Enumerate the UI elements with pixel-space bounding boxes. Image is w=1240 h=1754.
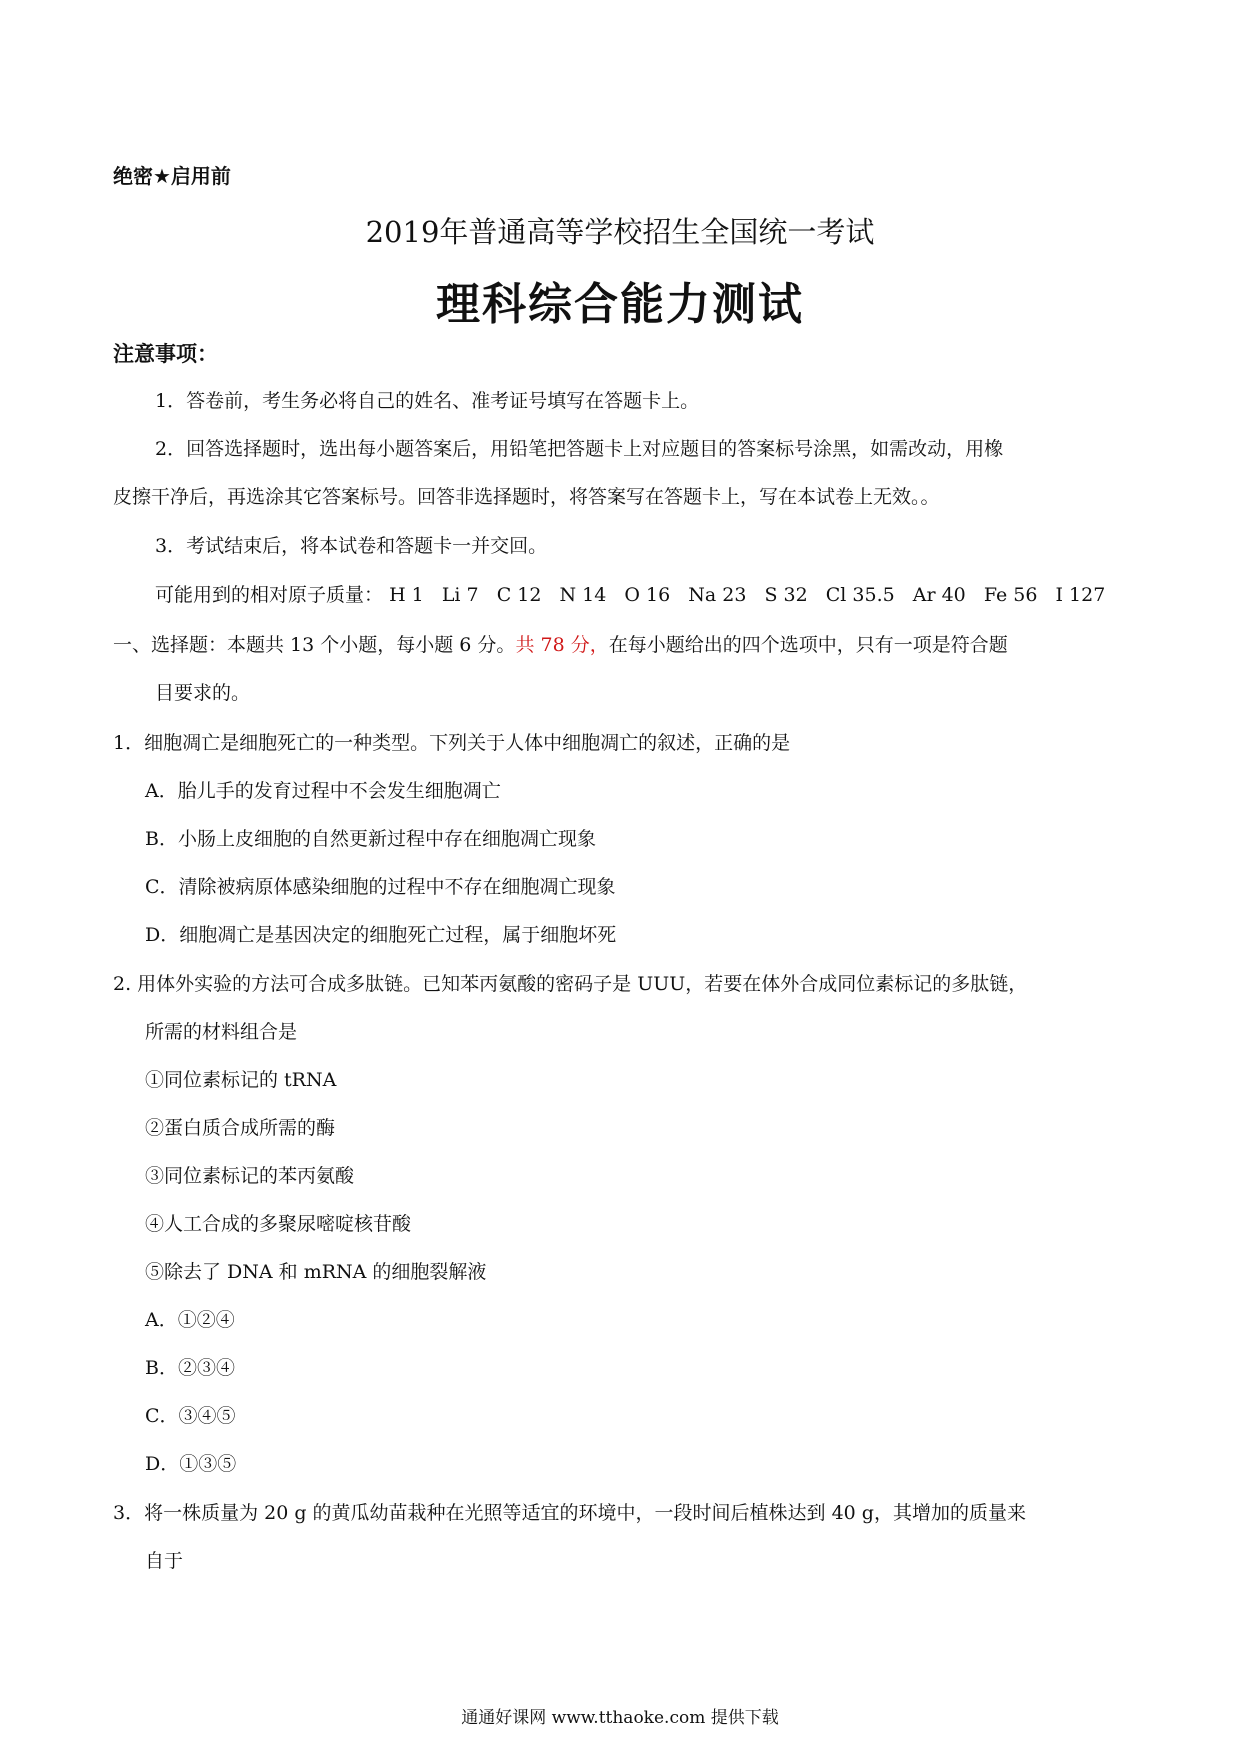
section-1-heading-b: 在每小题给出的四个选项中，只有一项是符合题	[608, 634, 1008, 656]
exam-title: 2019年普通高等学校招生全国统一考试	[365, 215, 875, 249]
question-1-option-d: D．细胞凋亡是基因决定的细胞死亡过程，属于细胞坏死	[145, 924, 617, 946]
notice-item-3: 3．考试结束后，将本试卷和答题卡一并交回。	[155, 535, 548, 557]
question-1-option-b: B．小肠上皮细胞的自然更新过程中存在细胞凋亡现象	[145, 828, 596, 850]
question-2-option-d: D．①③⑤	[145, 1453, 237, 1475]
notice-item-2-line-1: 2．回答选择题时，选出每小题答案后，用铅笔把答题卡上对应题目的答案标号涂黑，如需改动，用橡	[155, 438, 1004, 460]
question-2-option-a: A．①②④	[145, 1309, 235, 1331]
atom-mass: C 12	[496, 584, 542, 606]
question-2-material-3: ③同位素标记的苯丙氨酸	[145, 1165, 355, 1187]
atomic-masses-label: 可能用到的相对原子质量：	[155, 584, 384, 606]
footer-source: 通通好课网 www.tthaoke.com 提供下载	[461, 1708, 779, 1728]
atom-mass: Na 23	[688, 584, 747, 606]
question-2-option-b: B．②③④	[145, 1357, 235, 1379]
notice-heading: 注意事项：	[113, 342, 218, 366]
question-1-stem: 1．细胞凋亡是细胞死亡的一种类型。下列关于人体中细胞凋亡的叙述，正确的是	[113, 732, 791, 754]
notice-item-1: 1．答卷前，考生务必将自己的姓名、准考证号填写在答题卡上。	[155, 390, 700, 412]
question-2-stem-line-1: 2. 用体外实验的方法可合成多肽链。已知苯丙氨酸的密码子是 UUU，若要在体外合成同位素标记的多肽链，	[113, 973, 1028, 995]
atom-mass: O 16	[624, 584, 671, 606]
question-2-material-1: ①同位素标记的 tRNA	[145, 1069, 337, 1091]
question-1-option-a: A．胎儿手的发育过程中不会发生细胞凋亡	[145, 780, 501, 802]
atom-mass: H 1	[389, 584, 424, 606]
atom-mass: I 127	[1055, 584, 1106, 606]
atomic-masses	[155, 582, 1117, 608]
question-3-stem-line-2: 自于	[145, 1550, 184, 1572]
question-2-option-c: C．③④⑤	[145, 1405, 236, 1427]
atom-mass: S 32	[764, 584, 808, 606]
question-2-material-2: ②蛋白质合成所需的酶	[145, 1117, 336, 1139]
question-2-stem-line-2: 所需的材料组合是	[145, 1021, 298, 1043]
atom-mass: Cl 35.5	[825, 584, 895, 606]
section-1-total-score: 共 78 分，	[515, 634, 609, 656]
atom-mass: Li 7	[441, 584, 479, 606]
question-2-material-4: ④人工合成的多聚尿嘧啶核苷酸	[145, 1213, 412, 1235]
question-2-material-5: ⑤除去了 DNA 和 mRNA 的细胞裂解液	[145, 1261, 487, 1283]
section-1-heading-a: 一、选择题：本题共 13 个小题，每小题 6 分。	[113, 634, 516, 656]
notice-item-2-line-2: 皮擦干净后，再选涂其它答案标号。回答非选择题时，将答案写在答题卡上，写在本试卷上无效。。	[113, 486, 940, 508]
atom-mass: N 14	[559, 584, 607, 606]
secret-label: 绝密★启用前	[113, 164, 231, 188]
question-1-option-c: C．清除被病原体感染细胞的过程中不存在细胞凋亡现象	[145, 876, 616, 898]
section-1-heading-line-2: 目要求的。	[155, 682, 251, 704]
atom-mass: Fe 56	[983, 584, 1038, 606]
section-1-heading	[113, 632, 1008, 658]
question-3-stem-line-1: 3．将一株质量为 20 g 的黄瓜幼苗栽种在光照等适宜的环境中，一段时间后植株达到 40 g，其增加的质量来	[113, 1502, 1026, 1524]
atom-mass: Ar 40	[912, 584, 966, 606]
subject-title: 理科综合能力测试	[436, 279, 804, 330]
